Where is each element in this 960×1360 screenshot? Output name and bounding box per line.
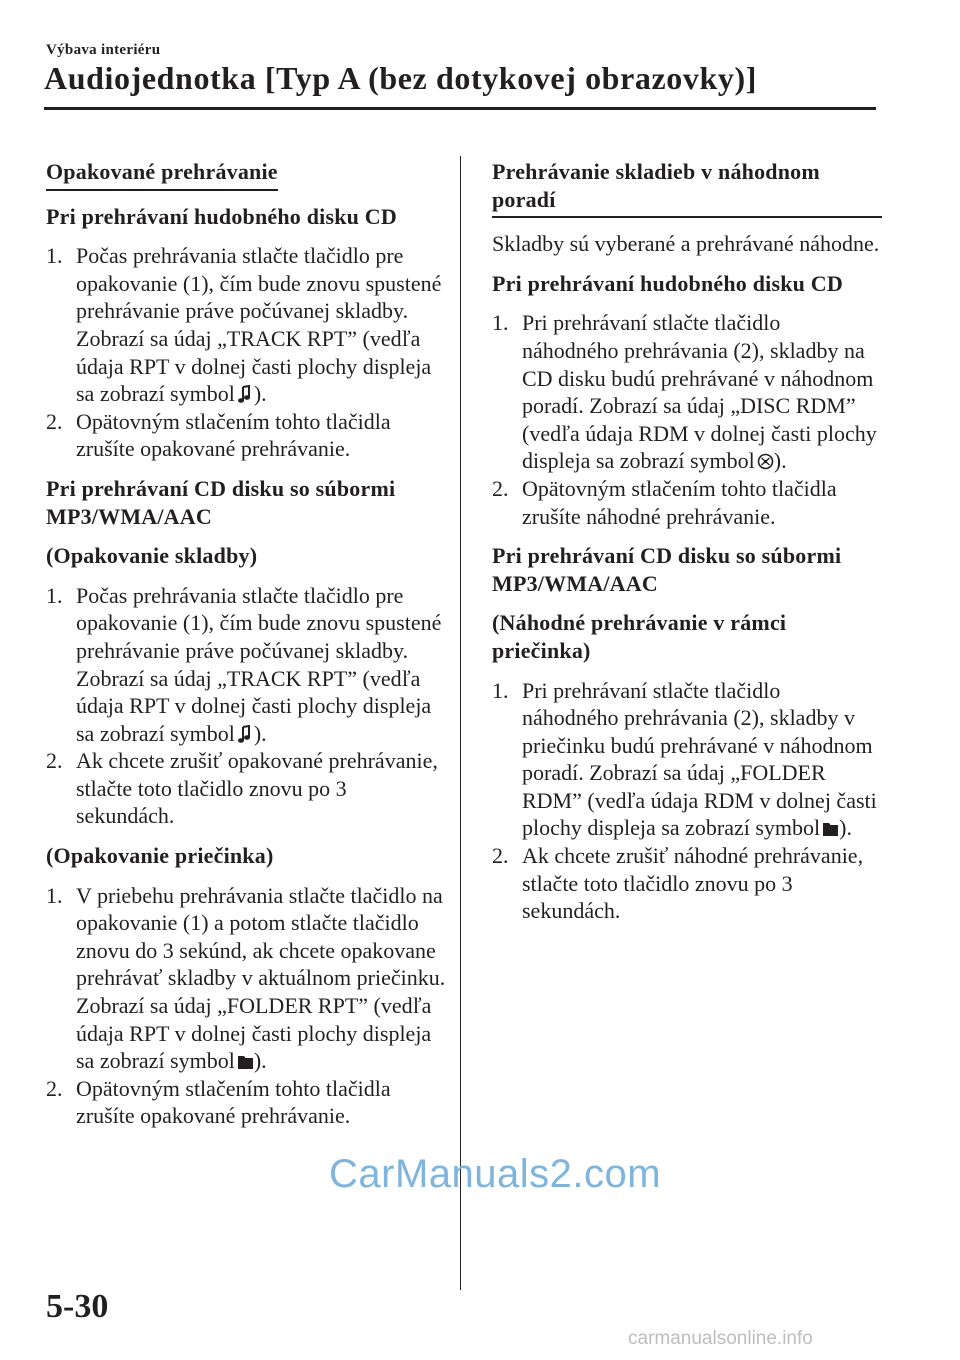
disc-shuffle-icon bbox=[757, 452, 774, 471]
mp3-subheading: Pri prehrávaní CD disku so súbormi MP3/WMA/AAC bbox=[46, 475, 396, 529]
right-column bbox=[492, 158, 882, 937]
column-divider bbox=[460, 156, 461, 1290]
watermark: CarManuals2.com bbox=[329, 1152, 662, 1196]
music-note-icon bbox=[237, 725, 254, 744]
page-number: 5-30 bbox=[46, 1288, 109, 1325]
list-item: 2. Ak chcete zrušiť náhodné prehrávanie, stlačte toto tlačidlo znovu po 3 sekundách. bbox=[492, 843, 864, 924]
random-heading: Prehrávanie skladieb v náhodnom poradí bbox=[492, 158, 882, 218]
list-item: 1. Pri prehrávaní stlačte tlačidlo náhodného prehrávania (2), skladby v priečinku budú prehrávané v náhodnom poradí. Zobrazí sa údaj „FOLDER RDM” (vedľa údaja RDM v dolnej časti plochy displeja sa zobrazí symbol ). bbox=[492, 677, 877, 841]
folder-subheading: (Opakovanie priečinka) bbox=[46, 843, 274, 869]
mp3-subheading: Pri prehrávaní CD disku so súbormi MP3/WMA/AAC bbox=[492, 543, 842, 596]
folder-repeat-steps bbox=[46, 882, 446, 1130]
list-item: 1. Pri prehrávaní stlačte tlačidlo náhodného prehrávania (2), skladby na CD disku budú prehrávané v náhodnom poradí. Zobrazí sa údaj „DISC RDM” (vedľa údaja RDM v dolnej časti plochy displeja sa zobrazí symbol ). bbox=[492, 310, 877, 474]
list-item: 2. Opätovným stlačením tohto tlačidla zrušíte opakované prehrávanie. bbox=[46, 1075, 391, 1129]
list-item: 1. V priebehu prehrávania stlačte tlačidlo na opakovanie (1) a potom stlačte tlačidlo znovu do 3 sekúnd, ak chcete opakovane prehrávať skladby v aktuálnom priečinku. Zobrazí sa údaj „FOLDER RPT” (vedľa údaja RPT v dolnej časti plochy displeja sa zobrazí symbol ). bbox=[46, 882, 446, 1074]
folder-icon bbox=[822, 819, 839, 838]
list-item: 2. Ak chcete zrušiť opakované prehrávanie, stlačte toto tlačidlo znovu po 3 sekundách. bbox=[46, 748, 438, 829]
folder-random-subheading: (Náhodné prehrávanie v rámci priečinka) bbox=[492, 610, 787, 663]
list-item: 1. Počas prehrávania stlačte tlačidlo pre opakovanie (1), čím bude znovu spustené prehrávanie práve počúvanej skladby. Zobrazí sa údaj „TRACK RPT” (vedľa údaja RPT v dolnej časti plochy displeja sa zobrazí symbol ). bbox=[46, 243, 442, 407]
page-title: Audiojednotka [Typ A (bez dotykovej obrazovky)] bbox=[44, 60, 757, 96]
repeat-heading: Opakované prehrávanie bbox=[46, 158, 278, 191]
track-subheading: (Opakovanie skladby) bbox=[46, 543, 258, 569]
cd-random-steps bbox=[492, 309, 882, 530]
footer-url[interactable]: carmanualsonline.info bbox=[628, 1328, 813, 1349]
left-column bbox=[46, 158, 446, 1142]
random-intro: Skladby sú vyberané a prehrávané náhodne. bbox=[492, 231, 880, 257]
cd-subheading: Pri prehrávaní hudobného disku CD bbox=[46, 203, 397, 229]
folder-random-steps bbox=[492, 677, 882, 925]
title-rule bbox=[44, 107, 876, 110]
list-item: 1. Počas prehrávania stlačte tlačidlo pre opakovanie (1), čím bude znovu spustené prehrávanie práve počúvanej skladby. Zobrazí sa údaj „TRACK RPT” (vedľa údaja RPT v dolnej časti plochy displeja sa zobrazí symbol ). bbox=[46, 582, 442, 746]
list-item: 2. Opätovným stlačením tohto tlačidla zrušíte náhodné prehrávanie. bbox=[492, 475, 837, 529]
section-label: Výbava interiéru bbox=[46, 42, 161, 58]
music-note-icon bbox=[237, 385, 254, 404]
list-item: 2. Opätovným stlačením tohto tlačidla zrušíte opakované prehrávanie. bbox=[46, 408, 391, 462]
cd-repeat-steps bbox=[46, 242, 446, 463]
folder-icon bbox=[237, 1052, 254, 1071]
track-repeat-steps bbox=[46, 582, 446, 830]
cd-subheading: Pri prehrávaní hudobného disku CD bbox=[492, 270, 843, 296]
